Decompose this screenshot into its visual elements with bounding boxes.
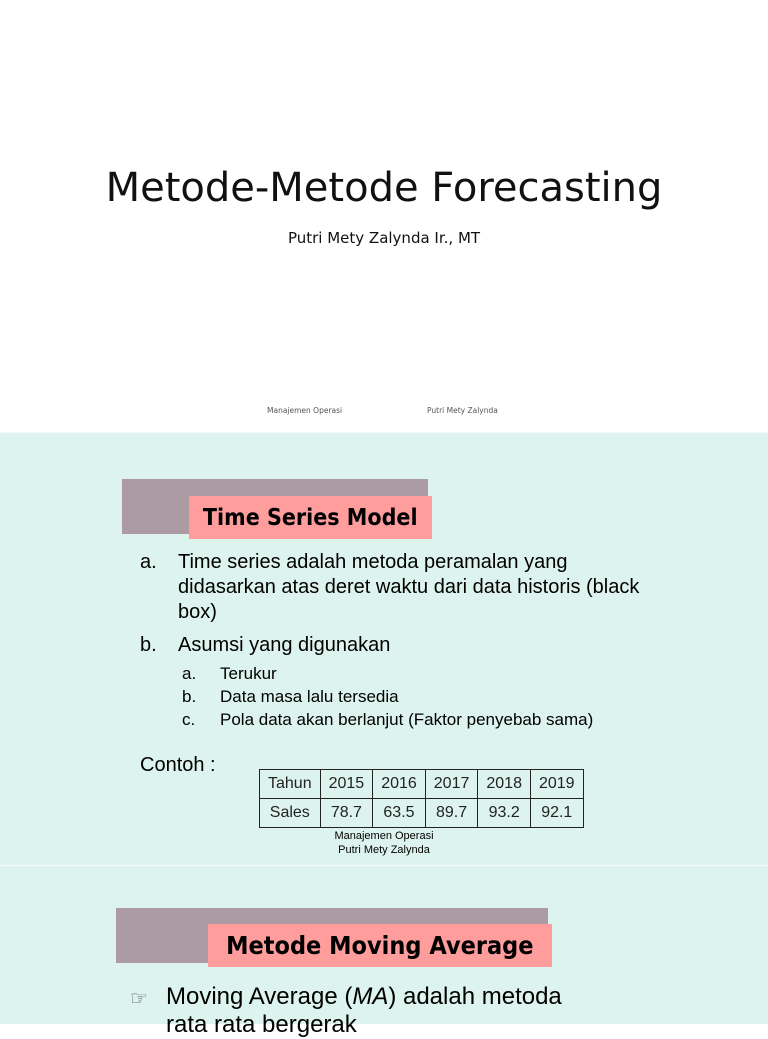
slide-title-box xyxy=(208,924,552,967)
slide-title: Time Series Model xyxy=(203,504,418,531)
sub-list-item-text: Data masa lalu tersedia xyxy=(220,687,399,706)
table-cell-sales: 78.7 xyxy=(320,799,373,828)
time-series-slide xyxy=(0,433,768,865)
sub-list-item-text: Terukur xyxy=(220,664,277,683)
sub-list xyxy=(140,664,640,730)
slide-title-box xyxy=(189,496,432,539)
sub-list-marker: b. xyxy=(182,687,197,706)
footer-author: Putri Mety Zalynda xyxy=(338,844,430,856)
pointing-hand-icon: ☞ xyxy=(130,988,148,1010)
table-cell-year: 2018 xyxy=(478,770,531,799)
table-cell-year: 2017 xyxy=(425,770,478,799)
sub-list-item-text: Pola data akan berlanjut (Faktor penyebab sama) xyxy=(220,710,594,729)
footer-author: Putri Mety Zalynda xyxy=(427,406,498,415)
list-item xyxy=(140,633,640,658)
list-marker: b. xyxy=(140,634,157,656)
table-row-label: Tahun xyxy=(260,770,321,799)
sales-table xyxy=(259,769,584,828)
list-marker: a. xyxy=(140,551,157,573)
list-item-text xyxy=(166,983,562,1039)
table-cell-year: 2019 xyxy=(530,770,583,799)
text-prefix: Moving Average ( xyxy=(166,983,353,1010)
list-item-text: Time series adalah metoda peramalan yang didasarkan atas deret waktu dari data historis (black box) xyxy=(178,551,640,623)
table-cell-sales: 63.5 xyxy=(373,799,426,828)
sub-list-item xyxy=(182,687,640,707)
footer-course: Manajemen Operasi xyxy=(334,830,434,842)
table-cell-sales: 89.7 xyxy=(425,799,478,828)
slide-title: Metode Moving Average xyxy=(226,931,534,960)
example-label: Contoh : xyxy=(140,754,216,776)
table-row-label: Sales xyxy=(260,799,321,828)
sub-list-marker: a. xyxy=(182,664,197,683)
text-abbreviation: MA xyxy=(352,983,389,1010)
text-suffix: ) adalah metoda xyxy=(388,983,562,1010)
moving-average-slide xyxy=(0,866,768,1038)
table-cell-sales: 92.1 xyxy=(530,799,583,828)
sub-list-item xyxy=(182,710,600,730)
slide-footer xyxy=(0,829,768,857)
presentation-author: Putri Mety Zalynda Ir., MT xyxy=(287,229,481,247)
list-item xyxy=(140,550,640,625)
text-line-2: rata rata bergerak xyxy=(166,1011,357,1038)
presentation-title: Metode-Metode Forecasting xyxy=(105,165,663,211)
list-item-text: Asumsi yang digunakan xyxy=(178,634,391,656)
table-cell-year: 2015 xyxy=(320,770,373,799)
title-slide xyxy=(0,0,768,432)
sub-list-marker: c. xyxy=(182,710,196,729)
sub-list-item xyxy=(182,664,640,684)
table-row-years xyxy=(260,770,584,799)
footer-course: Manajemen Operasi xyxy=(267,406,343,415)
table-cell-sales: 93.2 xyxy=(478,799,531,828)
table-cell-year: 2016 xyxy=(373,770,426,799)
bullet-list xyxy=(140,550,640,733)
table-row-sales xyxy=(260,799,584,828)
